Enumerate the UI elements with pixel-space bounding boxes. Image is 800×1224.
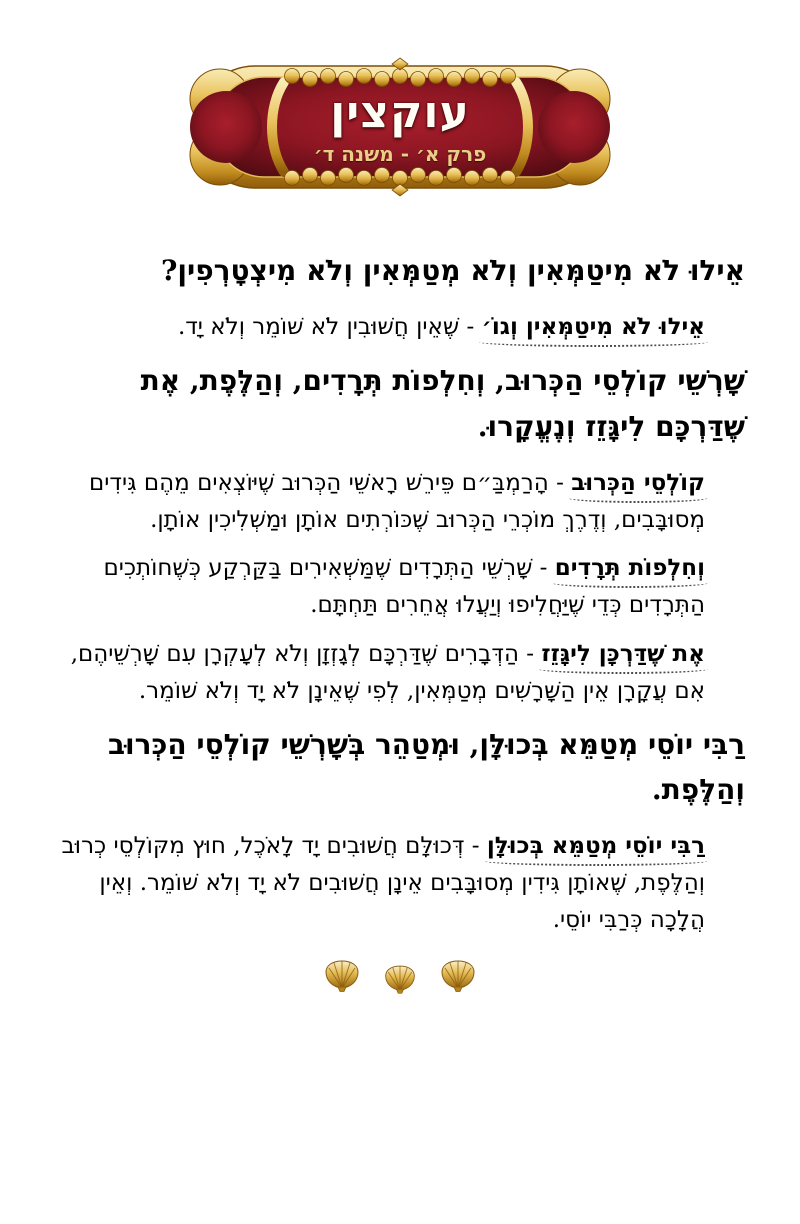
- mishnah-paragraph-1: אֵילוּ לֹא מִיטַמְּאִין וְלֹא מְטַמְּאִין וְלֹא מִיצְטָרְפִין?: [160, 254, 745, 287]
- separator-dash: -: [464, 833, 487, 860]
- commentary-lead-2: קוֹלְסֵי הַכְּרוּב: [571, 468, 705, 496]
- commentary-paragraph-5: [60, 828, 705, 938]
- commentary-lead-3: וְחִלְפוֹת תְּרָדִים: [554, 554, 705, 582]
- mishnah-paragraph-2: שָׁרְשֵׁי קוֹלְסֵי הַכְּרוּב, וְחִלְפוֹת תְּרָדִים, וְהַלֶּפֶת, אֶת שֶׁדַּרְכָּם לִיגָּזֵז וְנֶעֱקָרוּ.: [140, 364, 745, 443]
- commentary-lead-1: אֵילוּ לֹא מִיטַמְּאִין וְגוֹ׳: [481, 313, 705, 341]
- commentary-text-3: שָׁרְשֵׁי הַתְּרָדִים שֶׁמַּשְׁאִירִים בַּקַּרְקַע כְּשֶׁחוֹתְכִים הַתְּרָדִים כְּדֵי שֶׁיַּחֲלִיפוּ וְיַעֲלוּ אֲחֵרִים תַּחְתָּם.: [103, 555, 705, 619]
- commentary-paragraph-3: [60, 550, 705, 624]
- commentary-lead-4: אֶת שֶׁדַּרְכָּן לִיגָּזֵז: [541, 640, 705, 668]
- shell-icon: [383, 964, 417, 994]
- shell-icon: [439, 959, 477, 992]
- mishnah-paragraph-3: רַבִּי יוֹסֵי מְטַמֵּא בְּכוּלָּן, וּמְטַהֵר בְּשָׁרְשֵׁי קוֹלְסֵי הַכְּרוּב וְהַלֶּפֶת.: [107, 727, 745, 807]
- separator-dash: -: [519, 641, 542, 668]
- commentary-text-2: הָרַמְבַּ״ם פֵּירֵשׁ רָאשֵׁי הַכְּרוּב שֶׁיּוֹצְאִים מֵהֶם גִּידִים מְסוּבָּבִים, וְדֶרֶךְ מוֹכְרֵי הַכְּרוּב שֶׁכּוֹרְתִים אוֹתָן וּמַשְׁלִיכִין אוֹתָן.: [89, 469, 705, 533]
- separator-dash: -: [548, 469, 572, 496]
- commentary-text-4: הַדְּבָרִים שֶׁדַּרְכָּם לְגָזְזָן וְלֹא לְעָקְרָן עִם שָׁרְשֵׁיהֶם, אִם עֲקָרָן אֵין הַשָּׁרָשִׁים מְטַמְּאִין, לְפִי שֶׁאֵינָן לֹא יָד וְלֹא שׁוֹמֵר.: [70, 641, 705, 704]
- separator-dash: -: [532, 555, 555, 582]
- commentary-paragraph-2: [60, 465, 705, 539]
- content: [0, 202, 800, 939]
- commentary-paragraph-4: [60, 636, 705, 710]
- shell-icon: [323, 959, 361, 992]
- page-subtitle: פרק א׳ - משנה ד׳: [313, 142, 487, 167]
- banner: [180, 52, 620, 202]
- banner-text: [180, 52, 620, 202]
- commentary-paragraph-1: [60, 309, 705, 346]
- separator-dash: -: [459, 314, 482, 341]
- commentary-lead-5: רַבִּי יוֹסֵי מְטַמֵּא בְּכוּלָּן: [486, 832, 705, 860]
- commentary-text-1: שֶׁאֵין חֲשׁוּבִין לֹא שׁוֹמֵר וְלֹא יָד.: [177, 314, 460, 341]
- commentary-text-5: דְּכוּלָּם חֲשׁוּבִים יָד לָאֹכֶל, חוּץ מִקּוֹלְסֵי כְרוּב וְהַלֶּפֶת, שֶׁאוֹתָן גִּידִין מְסוּבָּבִים אֵינָן חֲשׁוּבִים לֹא יָד וְלֹא שׁוֹמֵר. וְאֵין הֲלָכָה כְּרַבִּי יוֹסֵי.: [61, 833, 705, 933]
- page: [0, 52, 800, 1224]
- page-title: עוקצין: [330, 86, 470, 138]
- footer-ornaments: [0, 959, 800, 994]
